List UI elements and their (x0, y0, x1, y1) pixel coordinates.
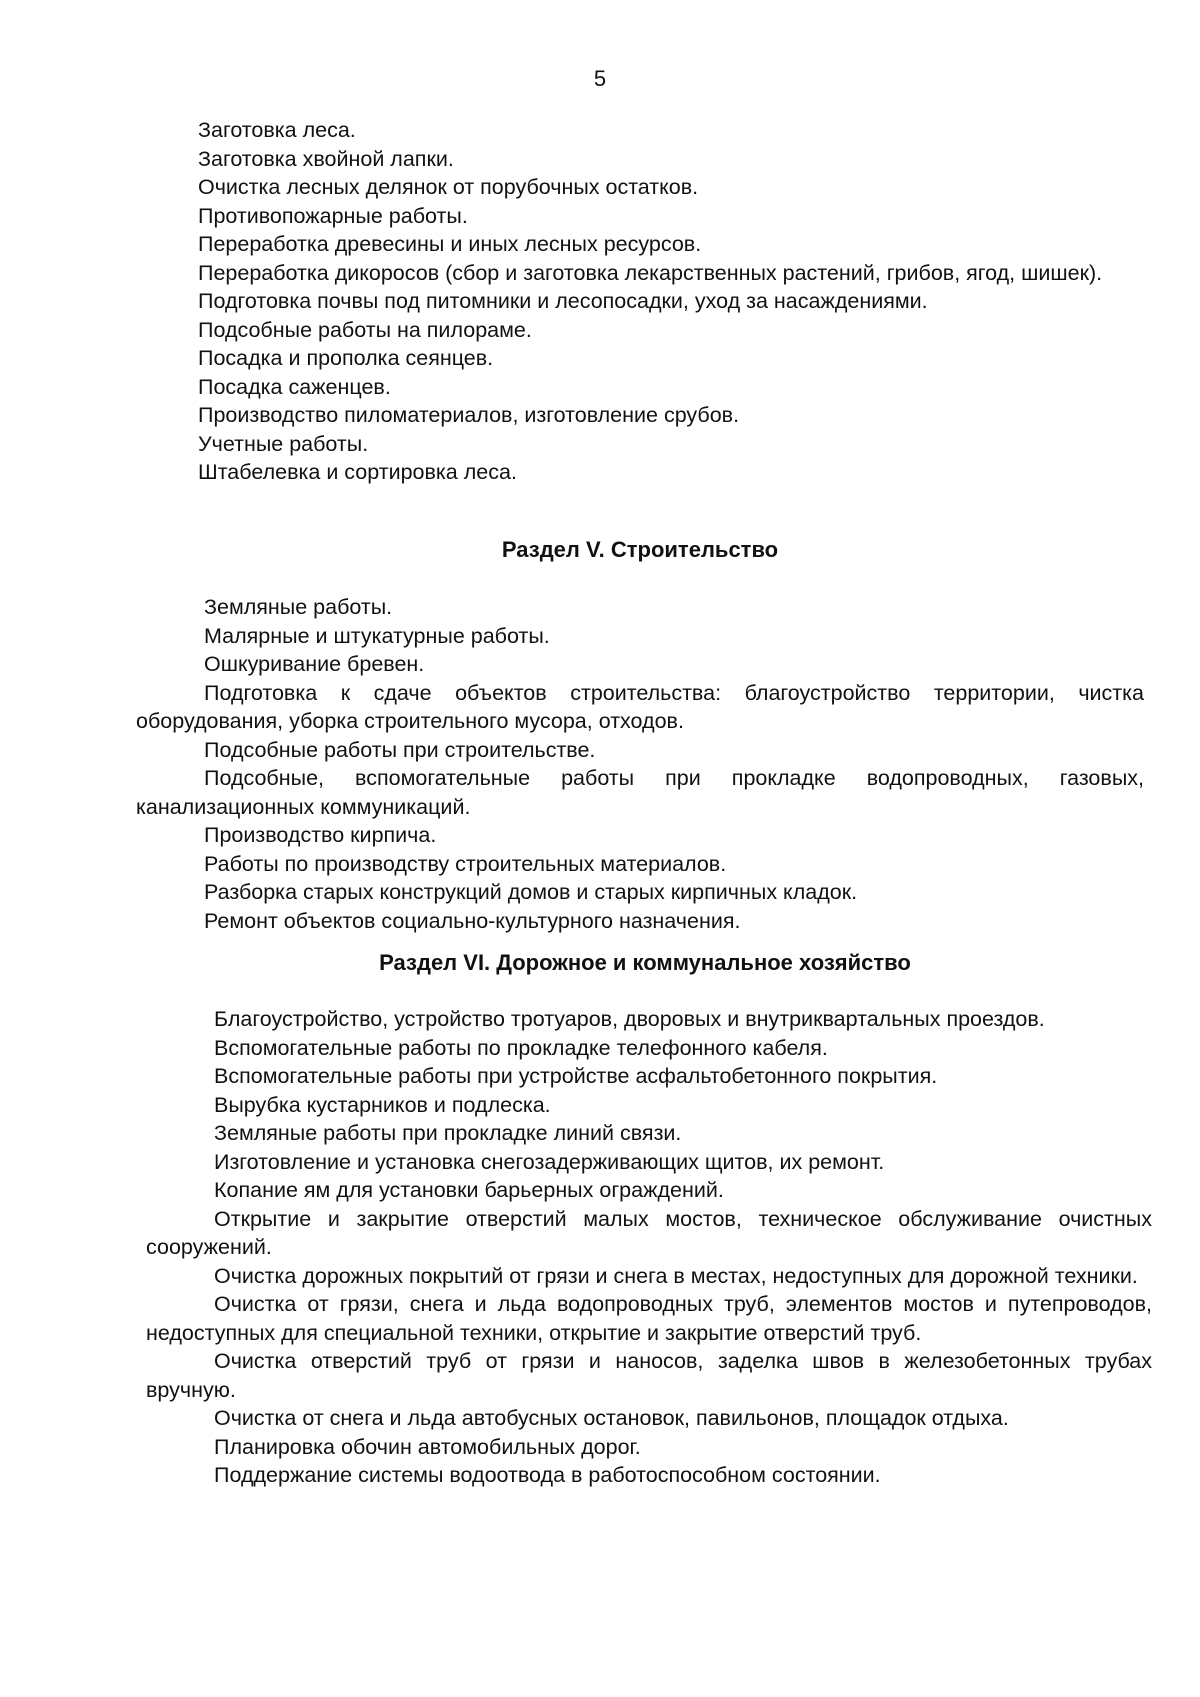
list-item: Вырубка кустарников и подлеска. (214, 1092, 551, 1117)
list-item: Благоустройство, устройство тротуаров, дворовых и внутриквартальных проездов. (214, 1007, 1045, 1031)
page-number: 5 (593, 66, 607, 91)
construction-list (136, 593, 1144, 935)
list-item: Очистка дорожных покрытий от грязи и снега в местах, недоступных для дорожной техники. (214, 1263, 1138, 1288)
list-item: Малярные и штукатурные работы. (204, 623, 550, 648)
list-item: Учетные работы. (198, 431, 369, 456)
list-item: Штабелевка и сортировка леса. (198, 460, 517, 484)
list-item: Ремонт объектов социально-культурного назначения. (204, 908, 741, 933)
list-item: Заготовка леса. (198, 118, 356, 142)
list-item: Ошкуривание бревен. (204, 652, 425, 676)
list-item: Подсобные работы на пилораме. (198, 317, 532, 342)
list-item: Подсобные работы при строительстве. (204, 737, 596, 762)
list-item: Подсобные, вспомогательные работы при прокладке водопроводных, газовых, канализационных коммуникаций. (136, 766, 1144, 819)
list-item: Очистка от грязи, снега и льда водопроводных труб, элементов мостов и путепроводов, недоступных для специальной техники, открытие и закрытие отверстий труб. (146, 1292, 1152, 1345)
list-item: Открытие и закрытие отверстий малых мостов, техническое обслуживание очистных сооружений. (146, 1206, 1152, 1259)
list-item: Подготовка почвы под питомники и лесопосадки, уход за насаждениями. (198, 289, 928, 313)
list-item: Заготовка хвойной лапки. (198, 146, 454, 171)
list-item: Производство пиломатериалов, изготовление срубов. (198, 403, 740, 427)
forestry-list (130, 116, 1140, 487)
list-item: Посадка саженцев. (198, 374, 391, 399)
list-item: Вспомогательные работы по прокладке телефонного кабеля. (214, 1035, 828, 1060)
list-item: Земляные работы при прокладке линий связи. (214, 1121, 682, 1145)
list-item: Производство кирпича. (204, 823, 437, 847)
list-item: Очистка лесных делянок от порубочных остатков. (198, 175, 699, 199)
list-item: Противопожарные работы. (198, 203, 468, 228)
list-item: Работы по производству строительных материалов. (204, 851, 727, 876)
list-item: Вспомогательные работы при устройстве асфальтобетонного покрытия. (214, 1064, 938, 1088)
roads-list (146, 1005, 1152, 1490)
list-item: Земляные работы. (204, 595, 393, 619)
list-item: Очистка отверстий труб от грязи и наносов, заделка швов в железобетонных трубах вручную. (146, 1349, 1152, 1402)
list-item: Подготовка к сдаче объектов строительства: благоустройство территории, чистка оборудования, уборка строительного мусора, отходов. (136, 680, 1144, 733)
list-item: Посадка и прополка сеянцев. (198, 346, 494, 370)
list-item: Разборка старых конструкций домов и старых кирпичных кладок. (204, 880, 858, 904)
list-item: Переработка древесины и иных лесных ресурсов. (198, 232, 702, 256)
list-item: Переработка дикоросов (сбор и заготовка лекарственных растений, грибов, ягод, шишек). (198, 260, 1103, 285)
list-item: Изготовление и установка снегозадерживающих щитов, их ремонт. (214, 1149, 885, 1174)
section-heading-construction: Раздел V. Строительство (501, 537, 779, 562)
list-item: Очистка от снега и льда автобусных остановок, павильонов, площадок отдыха. (214, 1406, 1009, 1430)
list-item: Поддержание системы водоотвода в работоспособном состоянии. (214, 1463, 881, 1487)
section-heading-roads: Раздел VI. Дорожное и коммунальное хозяйство (379, 950, 911, 975)
list-item: Планировка обочин автомобильных дорог. (214, 1434, 641, 1459)
list-item: Копание ям для установки барьерных ограждений. (214, 1178, 724, 1202)
